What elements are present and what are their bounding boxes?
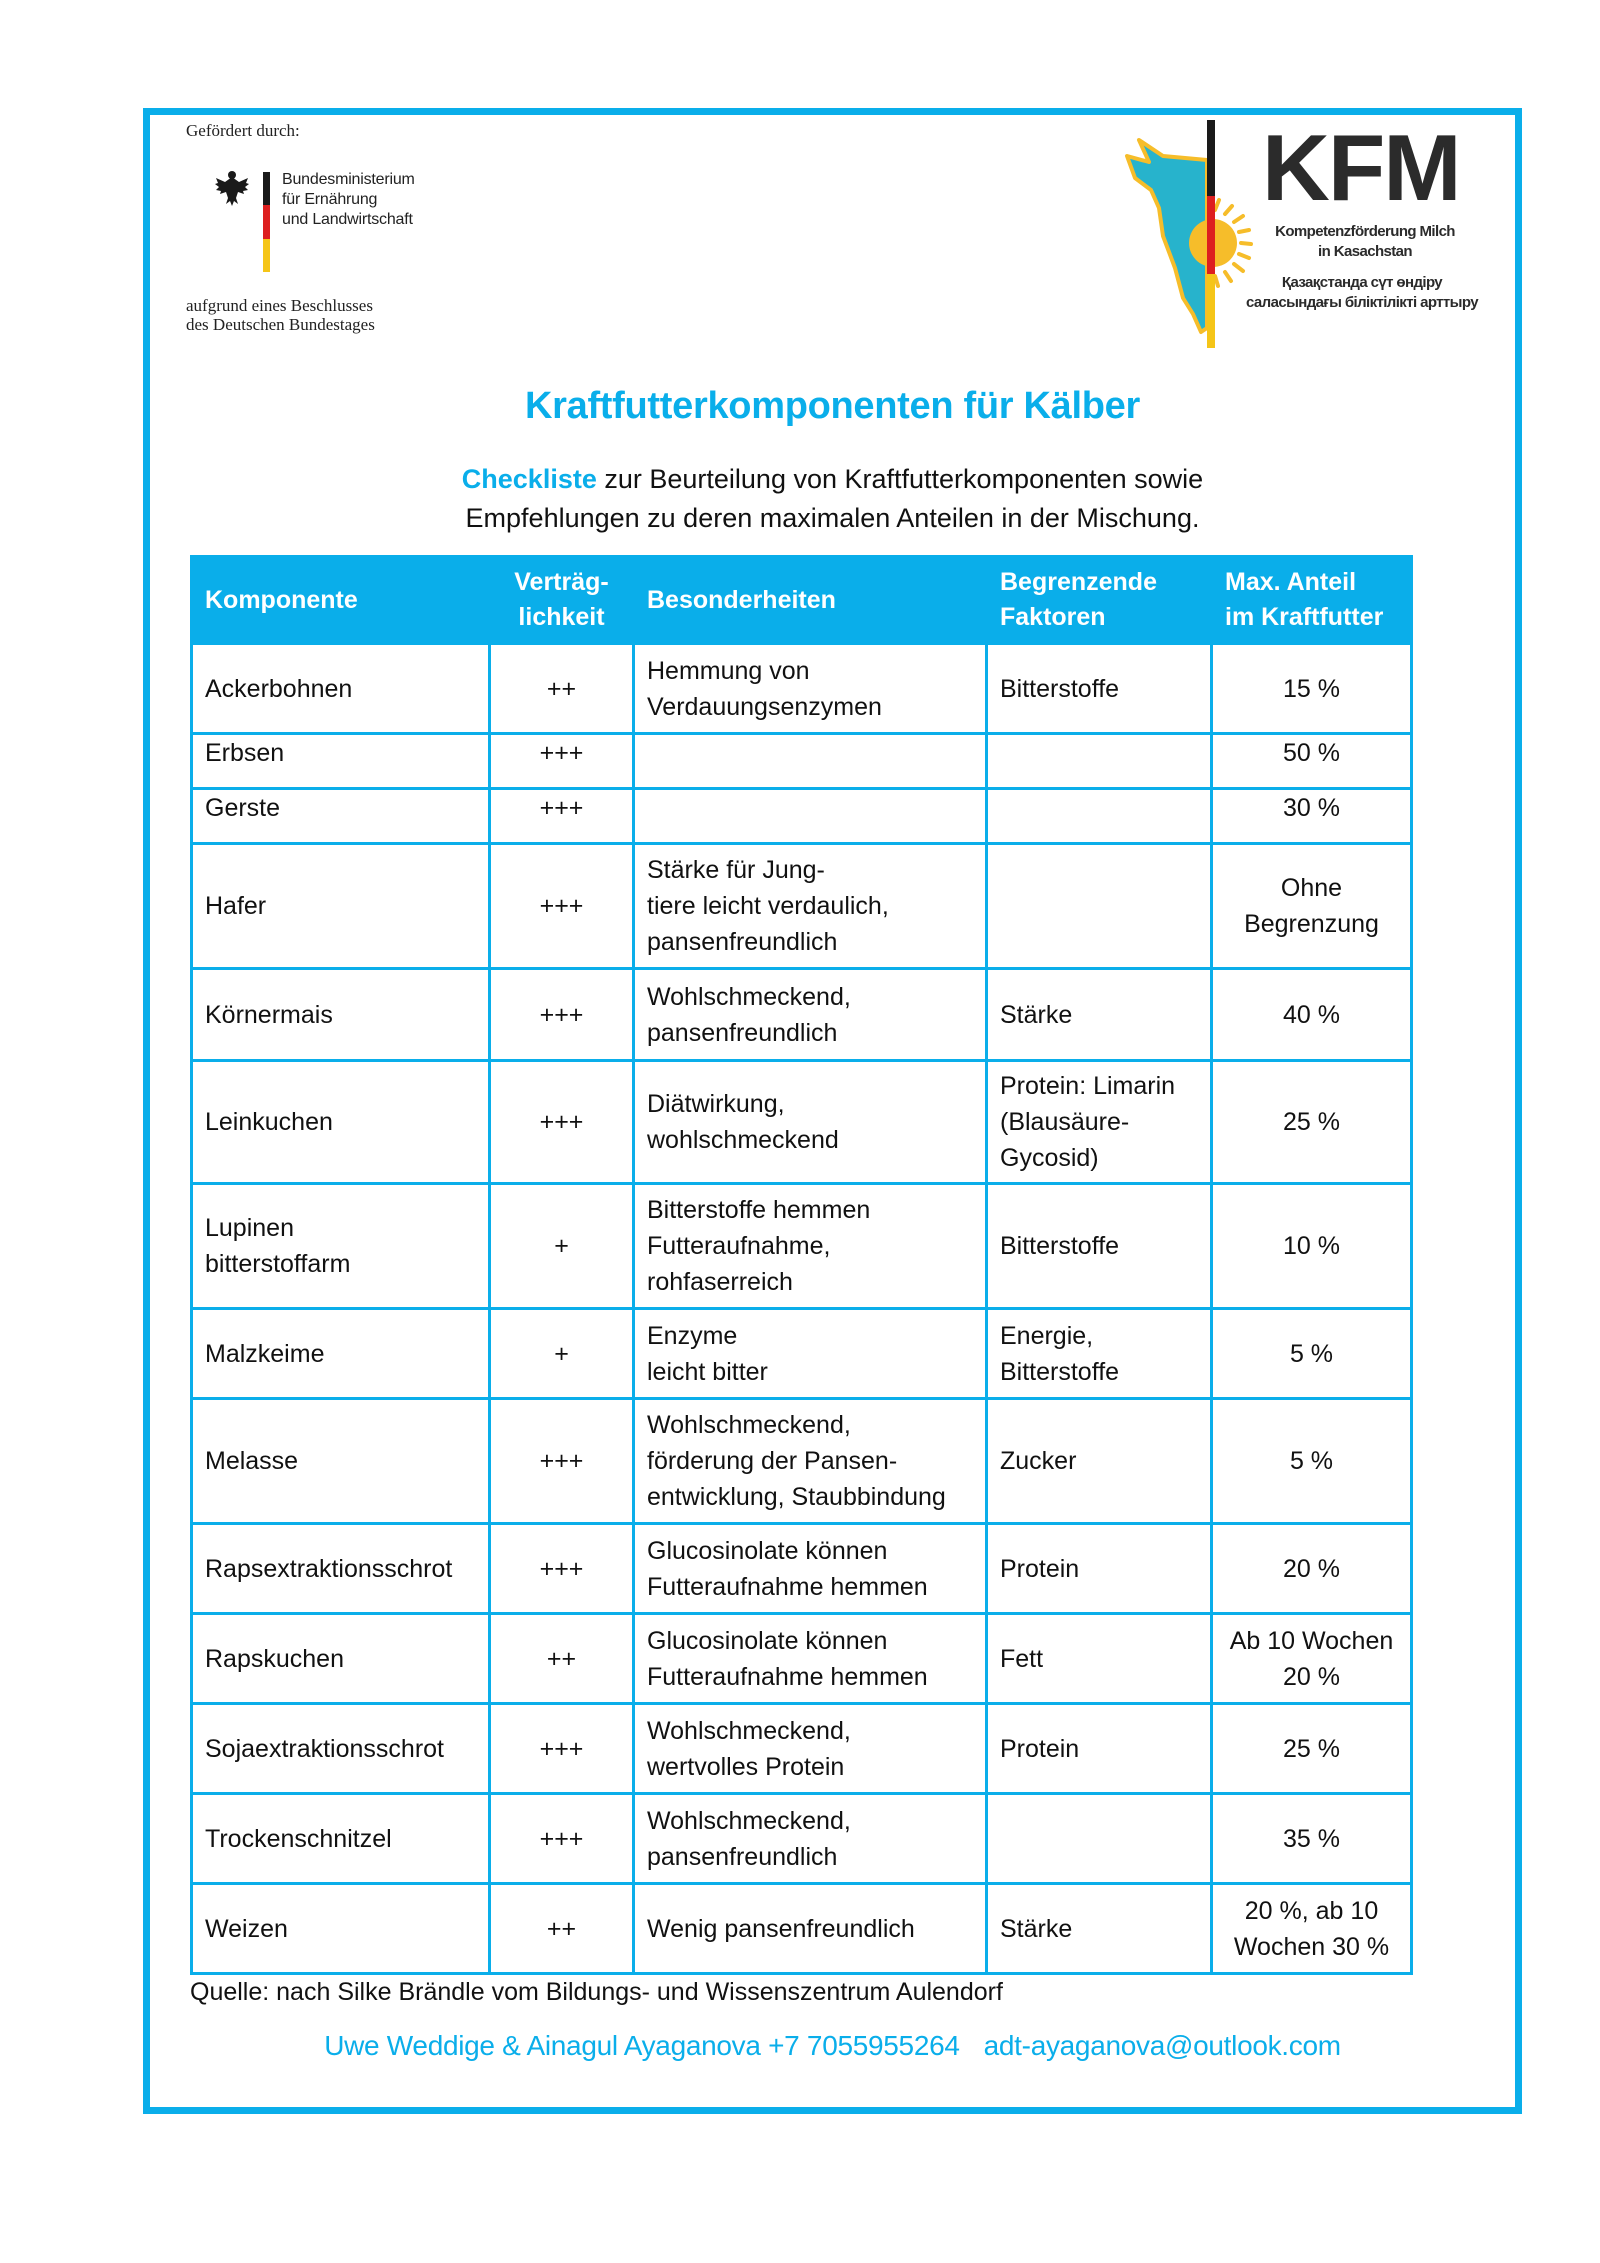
cell-besonderheiten xyxy=(634,1524,987,1614)
column-header-line: Besonderheiten xyxy=(647,585,836,614)
cell-text-line: tiere leicht verdaulich, xyxy=(647,892,889,920)
cell-faktoren xyxy=(987,1309,1212,1399)
cell-text-line: 20 % xyxy=(1283,1554,1340,1583)
cell-anteil xyxy=(1212,1061,1412,1184)
cell-text-line: Malzkeime xyxy=(205,1339,325,1368)
subtitle-text: zur Beurteilung von Kraftfutterkomponenten sowie xyxy=(596,464,1204,494)
cell-komponente xyxy=(192,1309,490,1399)
cell-text-line: Zucker xyxy=(1000,1447,1077,1475)
cell-text-line: Stärke xyxy=(1000,1914,1073,1943)
cell-text-line: Wenig pansenfreundlich xyxy=(647,1914,915,1943)
cell-text-line: Verdauungsenzymen xyxy=(647,692,882,721)
cell-komponente xyxy=(192,1399,490,1524)
document-subtitle xyxy=(143,460,1522,538)
cell-besonderheiten xyxy=(634,1884,987,1974)
cell-besonderheiten xyxy=(634,734,987,789)
cell-komponente xyxy=(192,1614,490,1704)
kfm-subtitle-de xyxy=(1240,222,1490,262)
column-header-line: Verträg- xyxy=(514,568,609,596)
cell-text-line: Körnermais xyxy=(205,1000,333,1029)
column-header-faktoren xyxy=(987,557,1212,644)
column-header-vertraeglichkeit xyxy=(490,557,634,644)
cell-text-line: 5 % xyxy=(1289,1447,1334,1475)
cell-anteil xyxy=(1212,1794,1412,1884)
cell-text-line: Protein xyxy=(1000,1734,1080,1763)
cell-vertraeglichkeit: +++ xyxy=(490,844,634,969)
table-row xyxy=(192,1614,1412,1704)
cell-text-line: Energie, xyxy=(1000,1321,1094,1350)
table-row xyxy=(192,1061,1412,1184)
cell-text-line: Bitterstoffe xyxy=(1000,674,1120,703)
cell-text-line: Stärke xyxy=(1000,1000,1073,1029)
kfm-subtitle-line: in Kasachstan xyxy=(1318,243,1412,260)
column-header-line: Komponente xyxy=(205,585,358,614)
cell-text-line: rohfaserreich xyxy=(647,1268,793,1296)
cell-text-line: Trockenschnitzel xyxy=(205,1824,392,1853)
ministry-name xyxy=(282,170,415,230)
cell-text-line: 15 % xyxy=(1283,674,1340,703)
cell-besonderheiten xyxy=(634,844,987,969)
cell-besonderheiten xyxy=(634,1309,987,1399)
cell-komponente xyxy=(192,734,490,789)
cell-besonderheiten xyxy=(634,969,987,1061)
cell-besonderheiten xyxy=(634,1399,987,1524)
cell-faktoren xyxy=(987,789,1212,844)
cell-text-line: 10 % xyxy=(1283,1232,1340,1260)
table-row xyxy=(192,1704,1412,1794)
cow-kazakhstan-logo-icon xyxy=(1115,118,1255,348)
column-header-line: Max. Anteil xyxy=(1225,568,1357,596)
cell-vertraeglichkeit: + xyxy=(490,1184,634,1309)
cell-anteil xyxy=(1212,789,1412,844)
cell-text-line: Protein xyxy=(1000,1554,1080,1583)
ministry-line: und Landwirtschaft xyxy=(282,211,413,228)
cell-text-line: Rapskuchen xyxy=(205,1644,344,1673)
cell-text-line: Bitterstoffe xyxy=(1000,1357,1120,1386)
cell-text-line: Futteraufnahme hemmen xyxy=(647,1572,928,1601)
cell-text-line: (Blausäure- xyxy=(1000,1108,1130,1136)
cell-faktoren xyxy=(987,1061,1212,1184)
cell-text-line: wohlschmeckend xyxy=(647,1126,839,1154)
table-row xyxy=(192,1184,1412,1309)
cell-anteil xyxy=(1212,1704,1412,1794)
cell-besonderheiten xyxy=(634,1184,987,1309)
cell-komponente xyxy=(192,1794,490,1884)
cell-text-line: leicht bitter xyxy=(647,1357,768,1386)
cell-text-line: förderung der Pansen- xyxy=(647,1447,898,1475)
kfm-subtitle-kz xyxy=(1212,273,1512,313)
cell-faktoren xyxy=(987,1184,1212,1309)
table-row xyxy=(192,844,1412,969)
cell-faktoren xyxy=(987,844,1212,969)
cell-text-line: Lupinen xyxy=(205,1214,294,1242)
cell-komponente xyxy=(192,1524,490,1614)
column-header-line: im Kraftfutter xyxy=(1225,603,1384,631)
cell-text-line: Gerste xyxy=(205,794,281,822)
table-row xyxy=(192,1884,1412,1974)
cell-besonderheiten xyxy=(634,644,987,734)
cell-text-line: Erbsen xyxy=(205,739,285,767)
table-row xyxy=(192,644,1412,734)
federal-eagle-icon xyxy=(212,168,252,208)
cell-vertraeglichkeit: +++ xyxy=(490,1524,634,1614)
table-row xyxy=(192,1309,1412,1399)
cell-text-line: Stärke für Jung- xyxy=(647,856,825,884)
cell-text-line: Wochen 30 % xyxy=(1233,1932,1390,1961)
column-header-anteil xyxy=(1212,557,1412,644)
cell-faktoren xyxy=(987,1704,1212,1794)
cell-text-line: 25 % xyxy=(1283,1734,1340,1763)
cell-vertraeglichkeit: +++ xyxy=(490,1794,634,1884)
cell-anteil xyxy=(1212,644,1412,734)
table-row xyxy=(192,734,1412,789)
cell-text-line: Futteraufnahme, xyxy=(647,1232,831,1260)
column-header-komponente xyxy=(192,557,490,644)
cell-text-line: Futteraufnahme hemmen xyxy=(647,1662,928,1691)
table-row xyxy=(192,969,1412,1061)
cell-komponente xyxy=(192,1184,490,1309)
column-header-line: Faktoren xyxy=(1000,603,1106,631)
cell-vertraeglichkeit: +++ xyxy=(490,734,634,789)
cell-text-line: 30 % xyxy=(1283,794,1340,822)
cell-komponente xyxy=(192,1704,490,1794)
cell-anteil xyxy=(1212,1614,1412,1704)
cell-text-line: Gycosid) xyxy=(1000,1144,1099,1172)
cell-faktoren xyxy=(987,1524,1212,1614)
cell-text-line: Diätwirkung, xyxy=(647,1090,785,1118)
cell-text-line: Hemmung von xyxy=(647,656,810,685)
cell-faktoren xyxy=(987,644,1212,734)
column-header-besonderheiten xyxy=(634,557,987,644)
cell-text-line: Leinkuchen xyxy=(205,1108,333,1136)
cell-komponente xyxy=(192,789,490,844)
cell-komponente xyxy=(192,1884,490,1974)
cell-anteil xyxy=(1212,1184,1412,1309)
document-title: Kraftfutterkomponenten für Kälber xyxy=(524,385,1141,427)
cell-text-line: 20 %, ab 10 xyxy=(1244,1896,1379,1925)
table-row xyxy=(192,1399,1412,1524)
cell-text-line: 35 % xyxy=(1283,1824,1340,1853)
cell-faktoren xyxy=(987,734,1212,789)
cell-text-line: Sojaextraktionsschrot xyxy=(205,1734,445,1763)
cell-text-line: Glucosinolate können xyxy=(647,1536,888,1565)
cell-komponente xyxy=(192,844,490,969)
cell-text-line: pansenfreundlich xyxy=(647,928,838,956)
table-row xyxy=(192,1524,1412,1614)
german-flag-bar xyxy=(263,172,270,272)
cell-faktoren xyxy=(987,1884,1212,1974)
cell-besonderheiten xyxy=(634,1061,987,1184)
decision-line: aufgrund eines Beschlusses xyxy=(186,296,373,315)
cell-text-line: 5 % xyxy=(1289,1339,1334,1368)
ministry-line: für Ernährung xyxy=(282,191,378,208)
kfm-subtitle-line: саласындағы біліктілікті арттыру xyxy=(1246,294,1478,311)
cell-vertraeglichkeit: +++ xyxy=(490,969,634,1061)
kfm-logo-title: KFM xyxy=(1262,115,1460,220)
cell-faktoren xyxy=(987,969,1212,1061)
cell-anteil xyxy=(1212,1399,1412,1524)
cell-text-line: Wohlschmeckend, xyxy=(647,982,851,1011)
cell-komponente xyxy=(192,644,490,734)
cell-text-line: Hafer xyxy=(205,892,267,920)
cell-faktoren xyxy=(987,1614,1212,1704)
funded-by-label: Gefördert durch: xyxy=(186,121,300,140)
cell-anteil xyxy=(1212,844,1412,969)
cell-text-line: Wohlschmeckend, xyxy=(647,1716,851,1745)
contact-names-phone: Uwe Weddige & Ainagul Ayaganova +7 7055955264 xyxy=(324,2030,960,2061)
cell-anteil xyxy=(1212,1309,1412,1399)
cell-besonderheiten xyxy=(634,1794,987,1884)
cell-text-line: 25 % xyxy=(1283,1108,1340,1136)
cell-text-line: Fett xyxy=(1000,1644,1044,1673)
source-note: Quelle: nach Silke Brändle vom Bildungs- und Wissenszentrum Aulendorf xyxy=(190,1978,1003,2006)
cell-text-line: pansenfreundlich xyxy=(647,1018,838,1047)
cell-text-line: 20 % xyxy=(1283,1662,1340,1691)
cell-text-line: Ab 10 Wochen xyxy=(1229,1626,1394,1655)
cell-besonderheiten xyxy=(634,1614,987,1704)
cell-vertraeglichkeit: +++ xyxy=(490,1061,634,1184)
cell-komponente xyxy=(192,1061,490,1184)
cell-text-line: 40 % xyxy=(1283,1000,1340,1029)
cell-text-line: Bitterstoffe xyxy=(1000,1232,1120,1260)
cell-vertraeglichkeit: +++ xyxy=(490,789,634,844)
cell-text-line: Bitterstoffe hemmen xyxy=(647,1196,871,1224)
kfm-subtitle-line: Kompetenzförderung Milch xyxy=(1275,223,1455,240)
cell-text-line: pansenfreundlich xyxy=(647,1842,838,1871)
cell-anteil xyxy=(1212,734,1412,789)
table-row xyxy=(192,789,1412,844)
table-header-row xyxy=(192,557,1412,644)
cell-text-line: Wohlschmeckend, xyxy=(647,1806,851,1835)
checklist-highlight: Checkliste xyxy=(461,464,597,494)
cell-vertraeglichkeit: +++ xyxy=(490,1399,634,1524)
cell-text-line: Begrenzung xyxy=(1244,910,1379,938)
cell-vertraeglichkeit: ++ xyxy=(490,1884,634,1974)
cell-besonderheiten xyxy=(634,1704,987,1794)
cell-text-line: Weizen xyxy=(205,1914,288,1943)
cell-komponente xyxy=(192,969,490,1061)
contact-email[interactable]: adt-ayaganova@outlook.com xyxy=(983,2030,1341,2061)
cell-text-line: entwicklung, Staubbindung xyxy=(647,1483,946,1511)
cell-text-line: Glucosinolate können xyxy=(647,1626,888,1655)
cell-faktoren xyxy=(987,1399,1212,1524)
column-header-line: Begrenzende xyxy=(1000,568,1157,596)
cell-besonderheiten xyxy=(634,789,987,844)
cell-text-line: Protein: Limarin xyxy=(1000,1072,1176,1100)
cell-anteil xyxy=(1212,1524,1412,1614)
cell-anteil xyxy=(1212,969,1412,1061)
ministry-line: Bundesministerium xyxy=(282,171,415,188)
cell-text-line: wertvolles Protein xyxy=(647,1752,845,1781)
cell-anteil xyxy=(1212,1884,1412,1974)
cell-text-line: Ackerbohnen xyxy=(205,674,353,703)
feed-components-table xyxy=(190,555,1413,1975)
bundestag-decision xyxy=(186,296,375,334)
cell-vertraeglichkeit: ++ xyxy=(490,644,634,734)
cell-text-line: Rapsextraktionsschrot xyxy=(205,1554,453,1583)
cell-text-line: 50 % xyxy=(1283,739,1340,767)
cell-text-line: Wohlschmeckend, xyxy=(647,1411,851,1439)
cell-faktoren xyxy=(987,1794,1212,1884)
cell-vertraeglichkeit: ++ xyxy=(490,1614,634,1704)
table-row xyxy=(192,1794,1412,1884)
cell-text-line: Ohne xyxy=(1280,874,1343,902)
footer-contact xyxy=(143,2030,1522,2062)
kfm-subtitle-line: Қазақстанда сүт өндіру xyxy=(1281,274,1443,291)
cell-text-line: bitterstoffarm xyxy=(205,1250,351,1278)
cell-text-line: Enzyme xyxy=(647,1321,738,1350)
subtitle-text: Empfehlungen zu deren maximalen Anteilen in der Mischung. xyxy=(465,503,1200,533)
cell-vertraeglichkeit: + xyxy=(490,1309,634,1399)
cell-vertraeglichkeit: +++ xyxy=(490,1704,634,1794)
decision-line: des Deutschen Bundestages xyxy=(186,315,375,334)
cell-text-line: Melasse xyxy=(205,1447,299,1475)
column-header-line: lichkeit xyxy=(518,603,605,631)
